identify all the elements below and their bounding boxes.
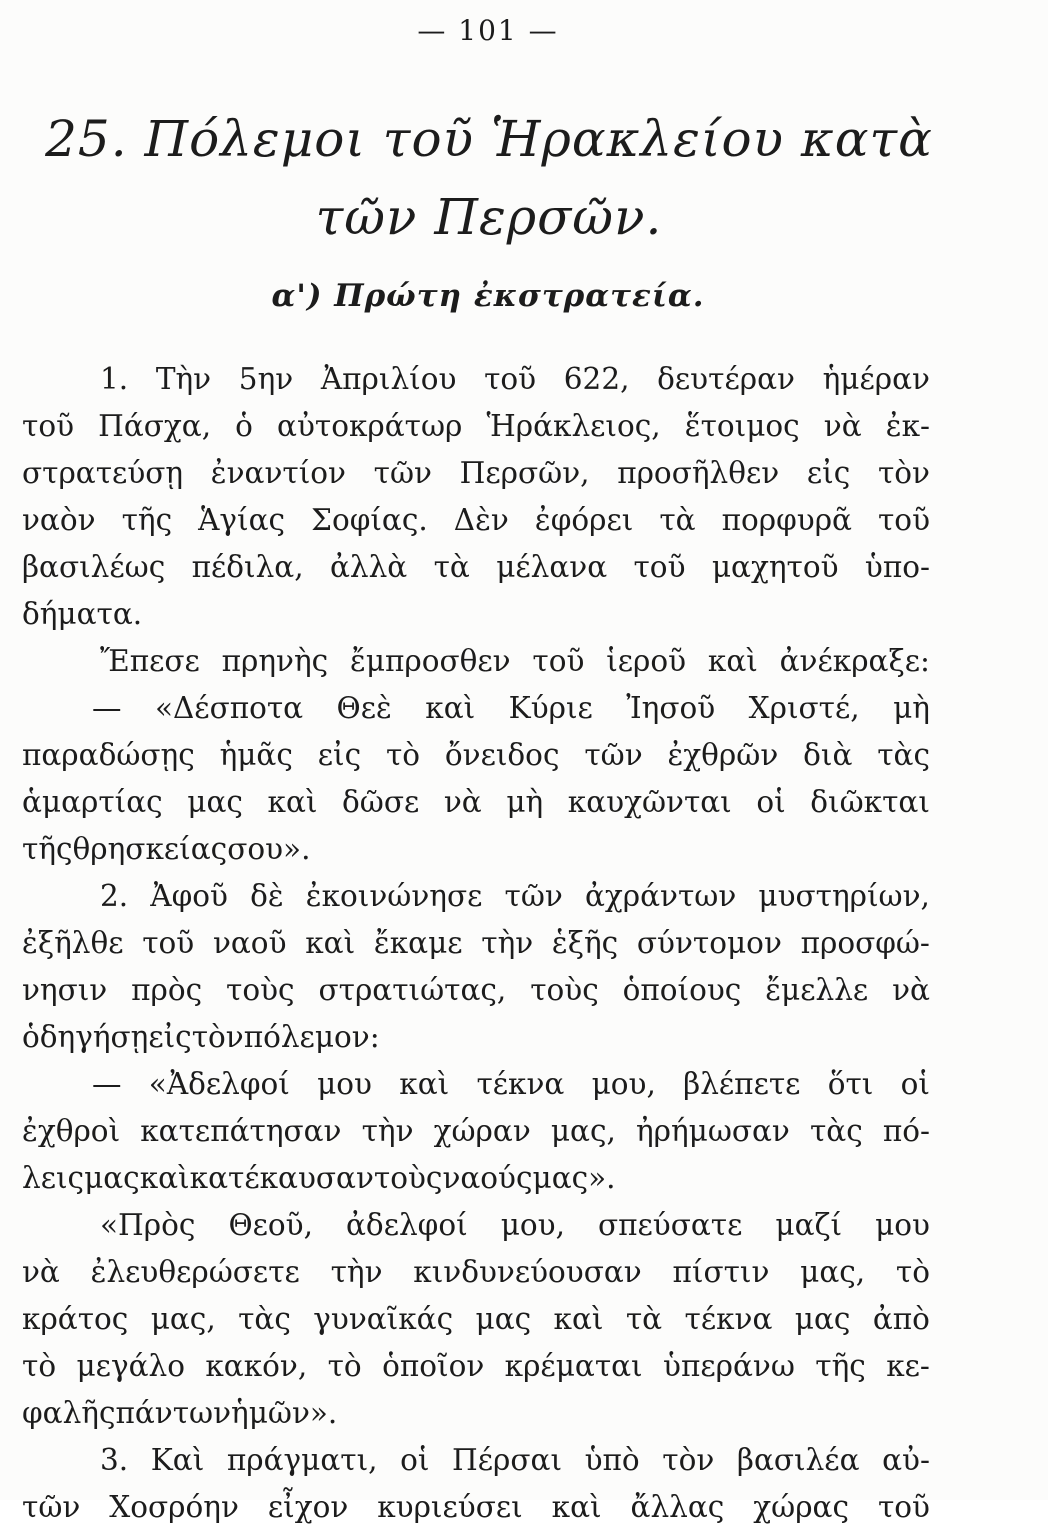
- word: τὸ: [327, 1349, 362, 1383]
- word: ἡμέραν: [822, 362, 930, 396]
- word: τὸν: [662, 1443, 715, 1477]
- chapter-title: [24, 100, 954, 256]
- word: ὁδηγήσῃ: [22, 1020, 149, 1054]
- word: χώραν: [433, 1114, 531, 1148]
- word: καὶ: [267, 785, 318, 819]
- word: μὴ: [506, 785, 544, 819]
- text-line: [22, 779, 930, 826]
- word: καὶ: [425, 691, 476, 725]
- text-line: [22, 826, 930, 873]
- word: «Ἀδελφοί: [148, 1067, 290, 1101]
- word: τοὺς: [530, 973, 599, 1007]
- word: τοῦ: [532, 644, 585, 678]
- word: τοῦ: [877, 503, 930, 537]
- word: νὰ: [892, 973, 930, 1007]
- word: πίστιν: [672, 1255, 770, 1289]
- word: μας: [794, 1302, 851, 1336]
- word: Σοφίας.: [311, 503, 428, 537]
- word: μου,: [591, 1067, 656, 1101]
- word: Πάσχα,: [98, 409, 212, 443]
- word: οἱ: [756, 785, 786, 819]
- text-line: [22, 967, 930, 1014]
- word: σύντομον: [636, 926, 782, 960]
- text-line: [22, 1155, 930, 1202]
- text-line: [22, 873, 930, 920]
- text-line: [22, 497, 930, 544]
- word: τὰς: [238, 1302, 291, 1336]
- word: τὰς: [877, 738, 930, 772]
- word: μας,: [150, 1302, 216, 1336]
- word: ἔμπροσθεν: [349, 644, 511, 678]
- word: μαζί: [775, 1208, 843, 1242]
- word: τέκνα: [476, 1067, 565, 1101]
- word: τοῦ: [22, 409, 75, 443]
- word: οἱ: [900, 1067, 930, 1101]
- word: οἱ: [400, 1443, 430, 1477]
- word: μας: [84, 1161, 140, 1195]
- word: βασιλέως: [22, 550, 166, 584]
- word: ὑπο-: [864, 550, 930, 584]
- word: κινδυνεύουσαν: [413, 1255, 642, 1289]
- word: ἄλλας: [630, 1490, 725, 1524]
- text-line: [22, 1014, 930, 1061]
- word: Ἰησοῦ: [626, 691, 716, 725]
- word: στρατεύσῃ: [22, 456, 184, 490]
- word: κακόν,: [205, 1349, 308, 1383]
- word: νὰ: [22, 1255, 60, 1289]
- word: χώρας: [753, 1490, 849, 1524]
- word: τῶν: [504, 879, 563, 913]
- word: καὶ: [553, 1302, 604, 1336]
- word: πρηνὴς: [221, 644, 329, 678]
- word: προσφώ-: [800, 926, 930, 960]
- word: εἶχον: [267, 1490, 349, 1524]
- word: τοῦ: [877, 1490, 930, 1524]
- word: ἐκοινώνησε: [305, 879, 483, 913]
- word: δὲ: [250, 879, 284, 913]
- word: καὶ: [707, 644, 758, 678]
- word: τῶν: [373, 456, 432, 490]
- word: Κύριε: [508, 691, 593, 725]
- text-line: [22, 1390, 930, 1437]
- word: εἰς: [148, 1020, 192, 1054]
- word: λεις: [22, 1161, 85, 1195]
- word: προσῆλθεν: [617, 456, 780, 490]
- word: σου».: [227, 832, 311, 866]
- word: βλέπετε: [683, 1067, 801, 1101]
- word: διῶκται: [810, 785, 930, 819]
- word: ἐκ-: [885, 409, 930, 443]
- word: ναοῦ: [212, 926, 287, 960]
- text-line: [22, 1249, 930, 1296]
- text-line: [22, 403, 930, 450]
- word: ἀδελφοί: [346, 1208, 468, 1242]
- word: θρησκείας: [72, 832, 228, 866]
- word: κατεπάτησαν: [140, 1114, 342, 1148]
- word: μας: [475, 1302, 532, 1336]
- word: ναὸν: [22, 503, 96, 537]
- word: πό-: [882, 1114, 930, 1148]
- word: κε-: [886, 1349, 930, 1383]
- word: μέλανα: [496, 550, 608, 584]
- word: πρὸς: [131, 973, 203, 1007]
- word: ἀνέκραξε:: [779, 644, 930, 678]
- word: ἐξῆλθε: [22, 926, 124, 960]
- page-number: — 101 —: [417, 14, 559, 47]
- word: πάντων: [115, 1396, 232, 1430]
- word: εἰς: [317, 738, 362, 772]
- word: μας».: [532, 1161, 616, 1195]
- text-line: [22, 1296, 930, 1343]
- body-text: [22, 356, 930, 1531]
- word: πορφυρᾶ: [721, 503, 852, 537]
- word: τοῦ: [484, 362, 537, 396]
- word: αὐτοκράτωρ: [277, 409, 463, 443]
- word: τοὺς: [226, 973, 295, 1007]
- word: τὸ: [22, 1349, 57, 1383]
- word: 1.: [100, 362, 129, 396]
- word: μου: [317, 1067, 372, 1101]
- word: τοῦ: [142, 926, 195, 960]
- word: τοὺς: [373, 1161, 443, 1195]
- word: ἐναντίον: [210, 456, 346, 490]
- text-line: [22, 1202, 930, 1249]
- word: πόλεμον:: [243, 1020, 380, 1054]
- word: τὸ: [895, 1255, 930, 1289]
- word: στρατιώτας,: [318, 973, 507, 1007]
- word: τέκνα: [684, 1302, 773, 1336]
- word: κατέκαυσαν: [189, 1161, 374, 1195]
- word: Χοσρόην: [109, 1490, 239, 1524]
- word: ὁποῖον: [382, 1349, 485, 1383]
- word: τοῦ: [633, 550, 686, 584]
- word: φαλῆς: [22, 1396, 116, 1430]
- word: Ἁγίας: [198, 503, 286, 537]
- word: ἐφόρει: [534, 503, 634, 537]
- word: τὴν: [330, 1255, 383, 1289]
- word: μας,: [800, 1255, 866, 1289]
- word: τῶν: [584, 738, 643, 772]
- word: Θεὲ: [336, 691, 392, 725]
- word: τὰ: [625, 1302, 663, 1336]
- word: Περσῶν,: [459, 456, 590, 490]
- word: ἑξῆς: [551, 926, 619, 960]
- word: καὶ: [551, 1490, 602, 1524]
- text-line: [22, 1437, 930, 1484]
- word: μου,: [500, 1208, 565, 1242]
- word: πέδιλα,: [191, 550, 304, 584]
- word: «Πρὸς: [100, 1208, 196, 1242]
- word: ἡμῶν».: [231, 1396, 338, 1430]
- word: Πέρσαι: [452, 1443, 563, 1477]
- word: 622,: [563, 362, 630, 396]
- word: ἀλλὰ: [329, 550, 408, 584]
- word: τῆς: [121, 503, 173, 537]
- word: κρέμαται: [504, 1349, 643, 1383]
- word: καὶ: [399, 1067, 450, 1101]
- word: μαχητοῦ: [711, 550, 839, 584]
- word: κράτος: [22, 1302, 129, 1336]
- word: μου: [875, 1208, 930, 1242]
- word: μεγάλο: [76, 1349, 185, 1383]
- word: —: [92, 1067, 122, 1101]
- word: πράγματι,: [226, 1443, 378, 1477]
- text-line: [22, 1061, 930, 1108]
- word: ὑπὸ: [584, 1443, 640, 1477]
- word: ὁποίους: [622, 973, 742, 1007]
- word: ἐχθροὶ: [22, 1114, 121, 1148]
- word: Θεοῦ,: [228, 1208, 313, 1242]
- word: εἰς: [806, 456, 851, 490]
- word: τὸν: [191, 1020, 244, 1054]
- word: Ἔπεσε: [100, 644, 200, 678]
- word: 3.: [100, 1443, 129, 1477]
- word: διὰ: [803, 738, 853, 772]
- word: βασιλέα: [736, 1443, 860, 1477]
- word: ἐλευθερώσετε: [90, 1255, 300, 1289]
- word: ναούς: [442, 1161, 533, 1195]
- word: καὶ: [305, 926, 356, 960]
- word: ἀχράντων: [584, 879, 737, 913]
- word: δήματα.: [22, 597, 143, 631]
- word: τῶν: [22, 1490, 81, 1524]
- word: 2.: [100, 879, 129, 913]
- section-heading: α') Πρώτη ἐκστρατεία.: [271, 278, 705, 314]
- word: τὴν: [361, 1114, 414, 1148]
- word: τὴν: [481, 926, 534, 960]
- word: μυστηρίων,: [758, 879, 930, 913]
- word: καὶ: [139, 1161, 190, 1195]
- text-line: [22, 1108, 930, 1155]
- word: Καὶ: [150, 1443, 205, 1477]
- word: 5ην: [238, 362, 294, 396]
- word: τὰς: [809, 1114, 863, 1148]
- word: καυχῶνται: [567, 785, 732, 819]
- text-line: [22, 920, 930, 967]
- chapter-title-line-1: 25. Πόλεμοι τοῦ Ἡρακλείου κατὰ: [45, 110, 933, 168]
- word: ὑπεράνω: [663, 1349, 795, 1383]
- word: Ἀφοῦ: [150, 879, 228, 913]
- word: ὅτι: [827, 1067, 874, 1101]
- word: ἔμελλε: [765, 973, 869, 1007]
- word: ἔκαμε: [373, 926, 463, 960]
- word: δευτέραν: [657, 362, 795, 396]
- word: νησιν: [22, 973, 108, 1007]
- text-line: [22, 638, 930, 685]
- word: παραδώσῃς: [22, 738, 195, 772]
- text-line: [22, 450, 930, 497]
- word: τὰ: [659, 503, 696, 537]
- word: ἐχθρῶν: [667, 738, 779, 772]
- word: μας: [187, 785, 243, 819]
- word: ἠρήμωσαν: [635, 1114, 790, 1148]
- word: κυριεύσει: [377, 1490, 523, 1524]
- word: ὁ: [235, 409, 253, 443]
- word: ἱεροῦ: [606, 644, 687, 678]
- word: γυναῖκάς: [313, 1302, 454, 1336]
- word: ἁμαρτίας: [22, 785, 163, 819]
- word: δῶσε: [342, 785, 420, 819]
- word: μὴ: [893, 691, 930, 725]
- text-line: [22, 685, 930, 732]
- word: σπεύσατε: [597, 1208, 743, 1242]
- word: τῆς: [815, 1349, 866, 1383]
- word: τὸ: [385, 738, 421, 772]
- word: —: [92, 691, 122, 725]
- text-line: [22, 591, 930, 638]
- word: «Δέσποτα: [154, 691, 304, 725]
- word: Τὴν: [155, 362, 212, 396]
- chapter-title-line-2: τῶν Περσῶν.: [315, 188, 663, 246]
- word: Δὲν: [453, 503, 509, 537]
- word: αὐ-: [882, 1443, 930, 1477]
- word: ὄνειδος: [444, 738, 560, 772]
- text-line: [22, 732, 930, 779]
- word: Ἡράκλειος,: [486, 409, 661, 443]
- word: Ἀπριλίου: [320, 362, 457, 396]
- word: μας,: [550, 1114, 616, 1148]
- text-line: [22, 356, 930, 403]
- text-line: [22, 1343, 930, 1390]
- text-line: [22, 1484, 930, 1531]
- word: νὰ: [823, 409, 862, 443]
- word: Χριστέ,: [748, 691, 860, 725]
- word: ἡμᾶς: [219, 738, 293, 772]
- word: τὰ: [433, 550, 470, 584]
- word: ἕτοιμος: [684, 409, 800, 443]
- word: τὸν: [877, 456, 930, 490]
- word: τῆς: [22, 832, 73, 866]
- word: ἀπὸ: [872, 1302, 930, 1336]
- word: νὰ: [443, 785, 482, 819]
- text-line: [22, 544, 930, 591]
